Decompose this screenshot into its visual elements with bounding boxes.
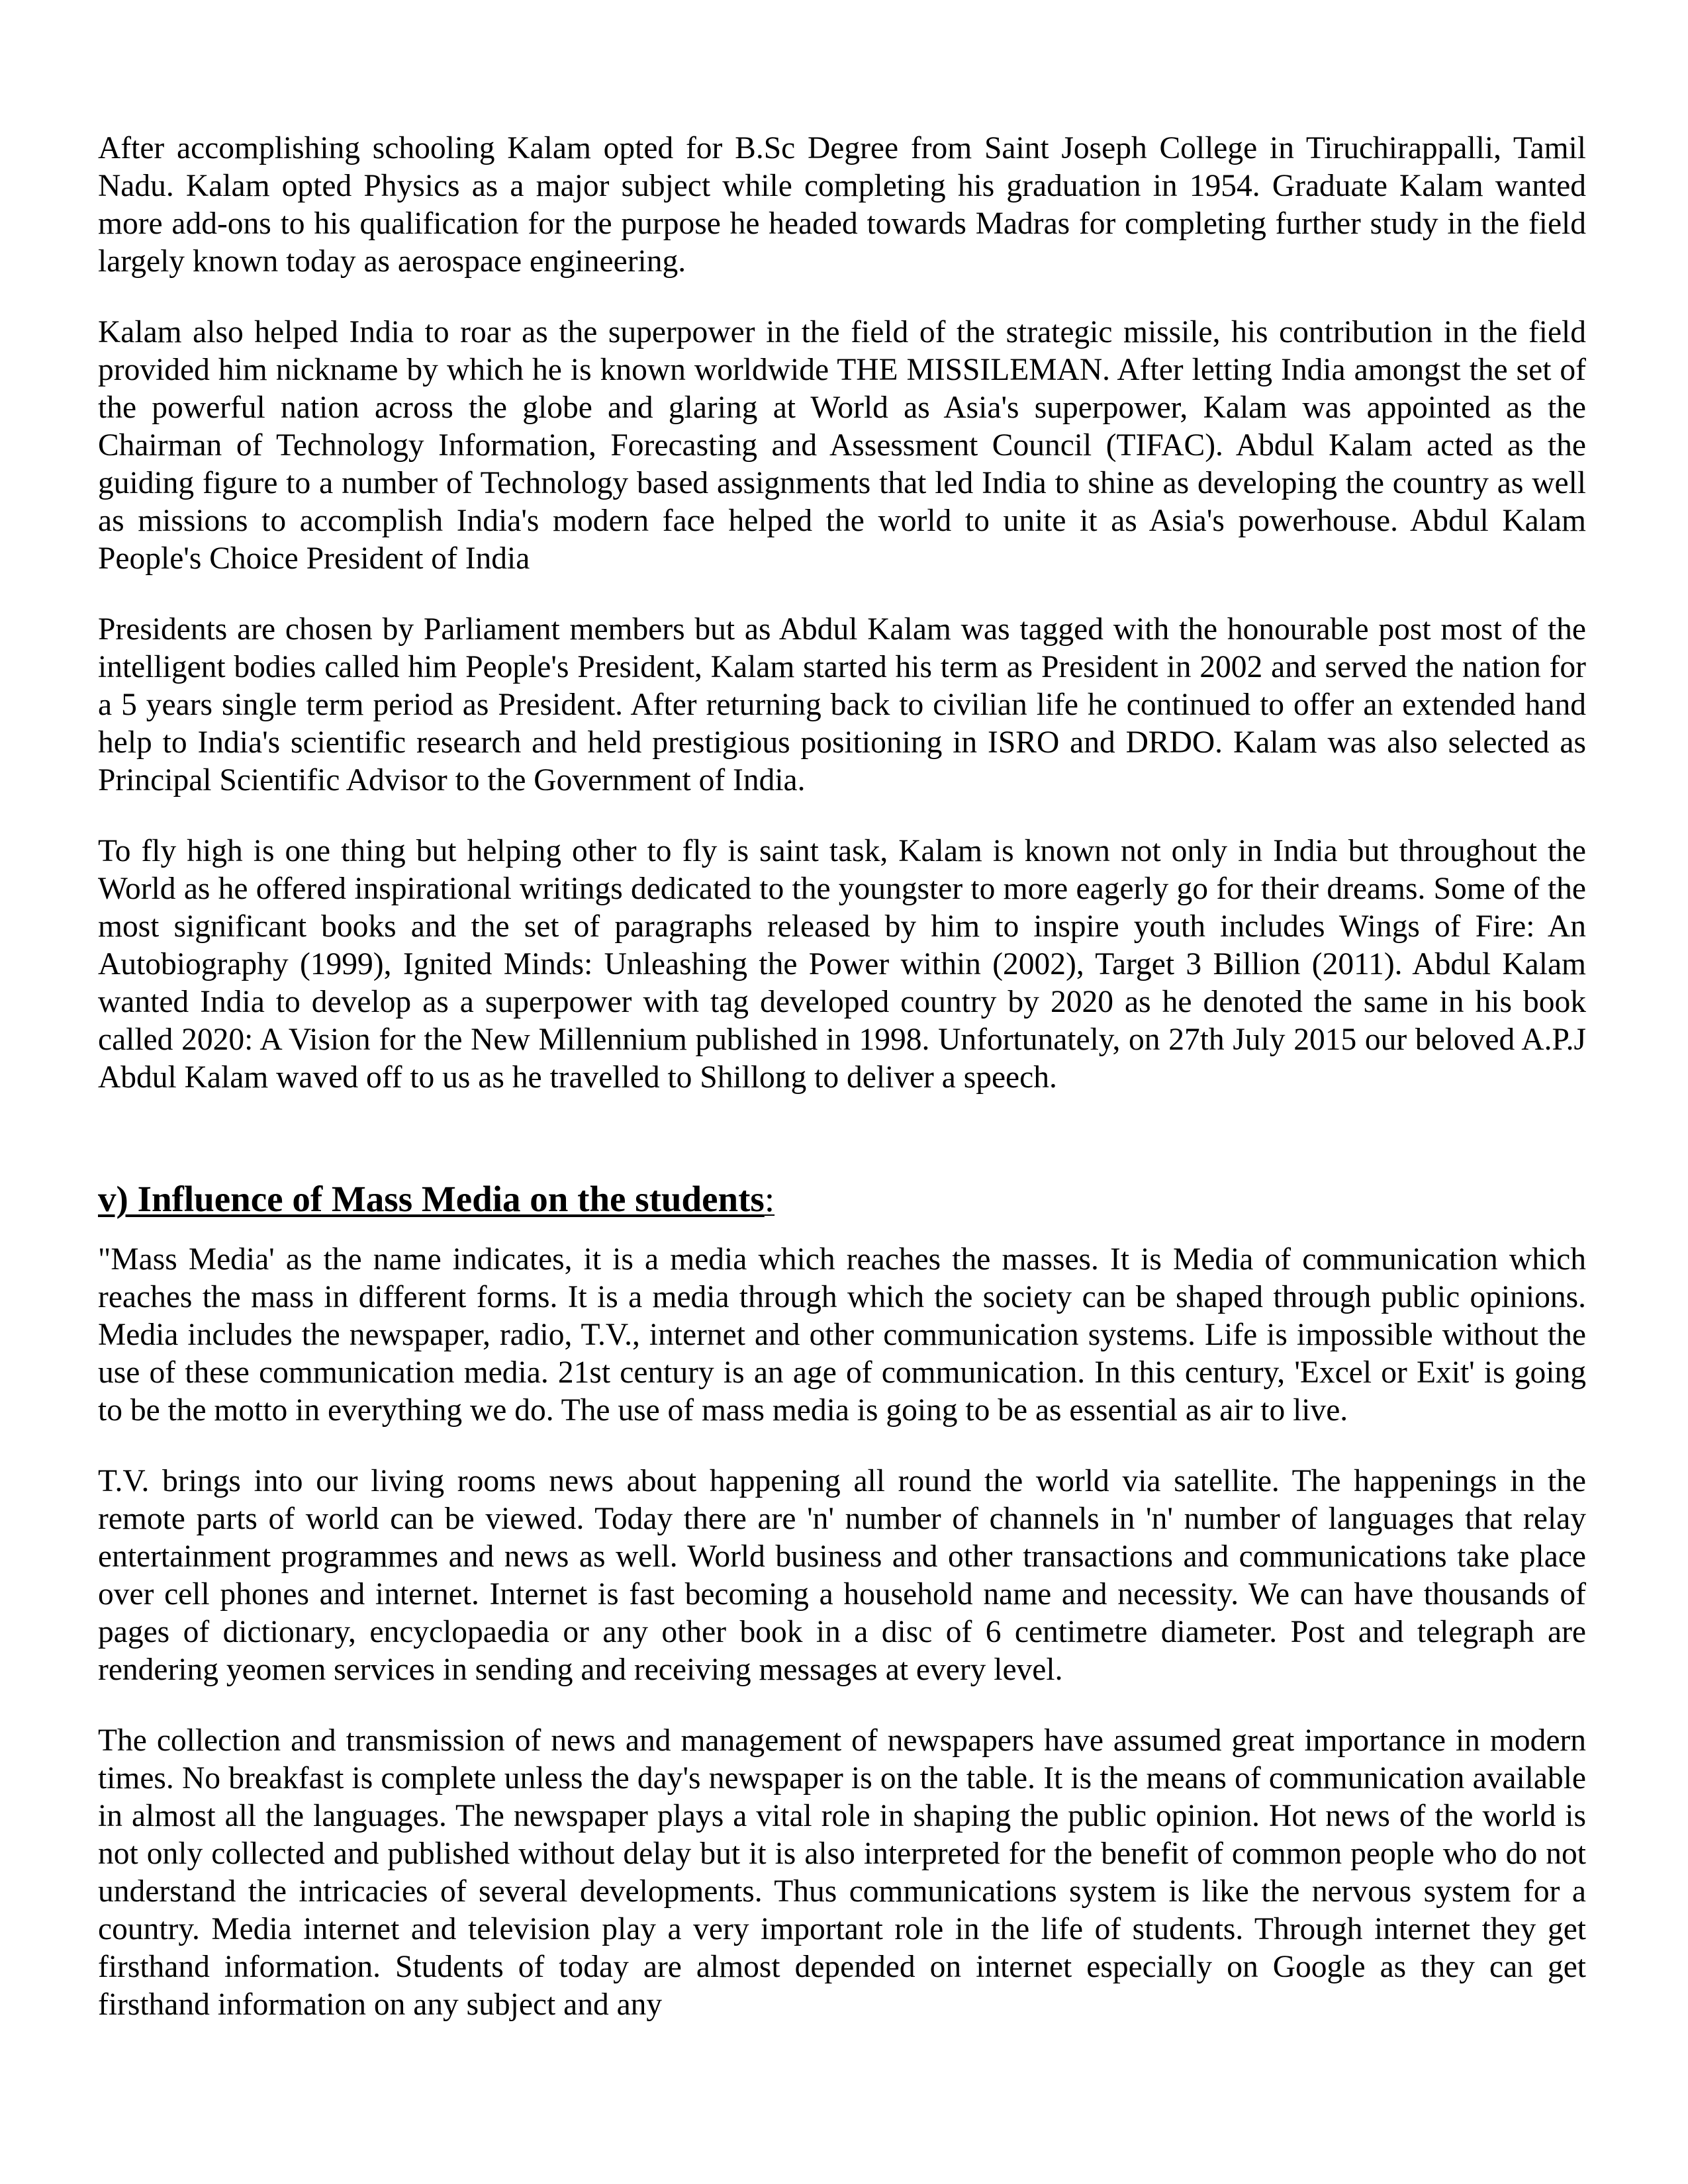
- paragraph-media-definition: "Mass Media' as the name indicates, it is a media which reaches the masses. It is Media of communication which reaches the mass in different forms. It is a media through which the society can be shaped through public opinions. Media includes the newspaper, radio, T.V., internet and other communication systems. Life is impossible without the use of these communication media. 21st century is an age of communication. In this century, 'Excel or Exit' is going to be the motto in everything we do. The use of mass media is going to be as essential as air to live.: [98, 1242, 1586, 1428]
- section-heading-title: v) Influence of Mass Media on the students: [98, 1179, 765, 1219]
- paragraph-kalam-president: Presidents are chosen by Parliament members but as Abdul Kalam was tagged with the honourable post most of the intelligent bodies called him People's President, Kalam started his term as President in 2002 and served the nation for a 5 years single term period as President. After returning back to civilian life he continued to offer an extended hand help to India's scientific research and held prestigious positioning in ISRO and DRDO. Kalam was also selected as Principal Scientific Advisor to the Government of India.: [98, 612, 1586, 797]
- section-heading: [98, 1177, 1586, 1221]
- section-heading-colon: :: [764, 1179, 775, 1219]
- paragraph-media-newspaper: The collection and transmission of news and management of newspapers have assumed great importance in modern times. No breakfast is complete unless the day's newspaper is on the table. It is the means of communication available in almost all the languages. The newspaper plays a vital role in shaping the public opinion. Hot news of the world is not only collected and published without delay but it is also interpreted for the benefit of common people who do not understand the intricacies of several developments. Thus communications system is like the nervous system for a country. Media internet and television play a very important role in the life of students. Through internet they get firsthand information. Students of today are almost depended on internet especially on Google as they can get firsthand information on any subject and any: [98, 1723, 1586, 2022]
- paragraph-kalam-missileman: Kalam also helped India to roar as the superpower in the field of the strategic missile, his contribution in the field provided him nickname by which he is known worldwide THE MISSILEMAN. After letting India amongst the set of the powerful nation across the globe and glaring at World as Asia's superpower, Kalam was appointed as the Chairman of Technology Information, Forecasting and Assessment Council (TIFAC). Abdul Kalam acted as the guiding figure to a number of Technology based assignments that led India to shine as developing the country as well as missions to accomplish India's modern face helped the world to unite it as Asia's powerhouse. Abdul Kalam People's Choice President of India: [98, 315, 1586, 576]
- document-page: [98, 130, 1586, 2057]
- paragraph-kalam-books: To fly high is one thing but helping other to fly is saint task, Kalam is known not only in India but throughout the World as he offered inspirational writings dedicated to the youngster to more eagerly go for their dreams. Some of the most significant books and the set of paragraphs released by him to inspire youth includes Wings of Fire: An Autobiography (1999), Ignited Minds: Unleashing the Power within (2002), Target 3 Billion (2011). Abdul Kalam wanted India to develop as a superpower with tag developed country by 2020 as he denoted the same in his book called 2020: A Vision for the New Millennium published in 1998. Unfortunately, on 27th July 2015 our beloved A.P.J Abdul Kalam waved off to us as he travelled to Shillong to deliver a speech.: [98, 834, 1586, 1095]
- paragraph-kalam-education: After accomplishing schooling Kalam opted for B.Sc Degree from Saint Joseph College in Tiruchirappalli, Tamil Nadu. Kalam opted Physics as a major subject while completing his graduation in 1954. Graduate Kalam wanted more add-ons to his qualification for the purpose he headed towards Madras for completing further study in the field largely known today as aerospace engineering.: [98, 131, 1586, 279]
- paragraph-media-tv: T.V. brings into our living rooms news about happening all round the world via satellite. The happenings in the remote parts of world can be viewed. Today there are 'n' number of channels in 'n' number of languages that relay entertainment programmes and news as well. World business and other transactions and communications take place over cell phones and internet. Internet is fast becoming a household name and necessity. We can have thousands of pages of dictionary, encyclopaedia or any other book in a disc of 6 centimetre diameter. Post and telegraph are rendering yeomen services in sending and receiving messages at every level.: [98, 1464, 1586, 1687]
